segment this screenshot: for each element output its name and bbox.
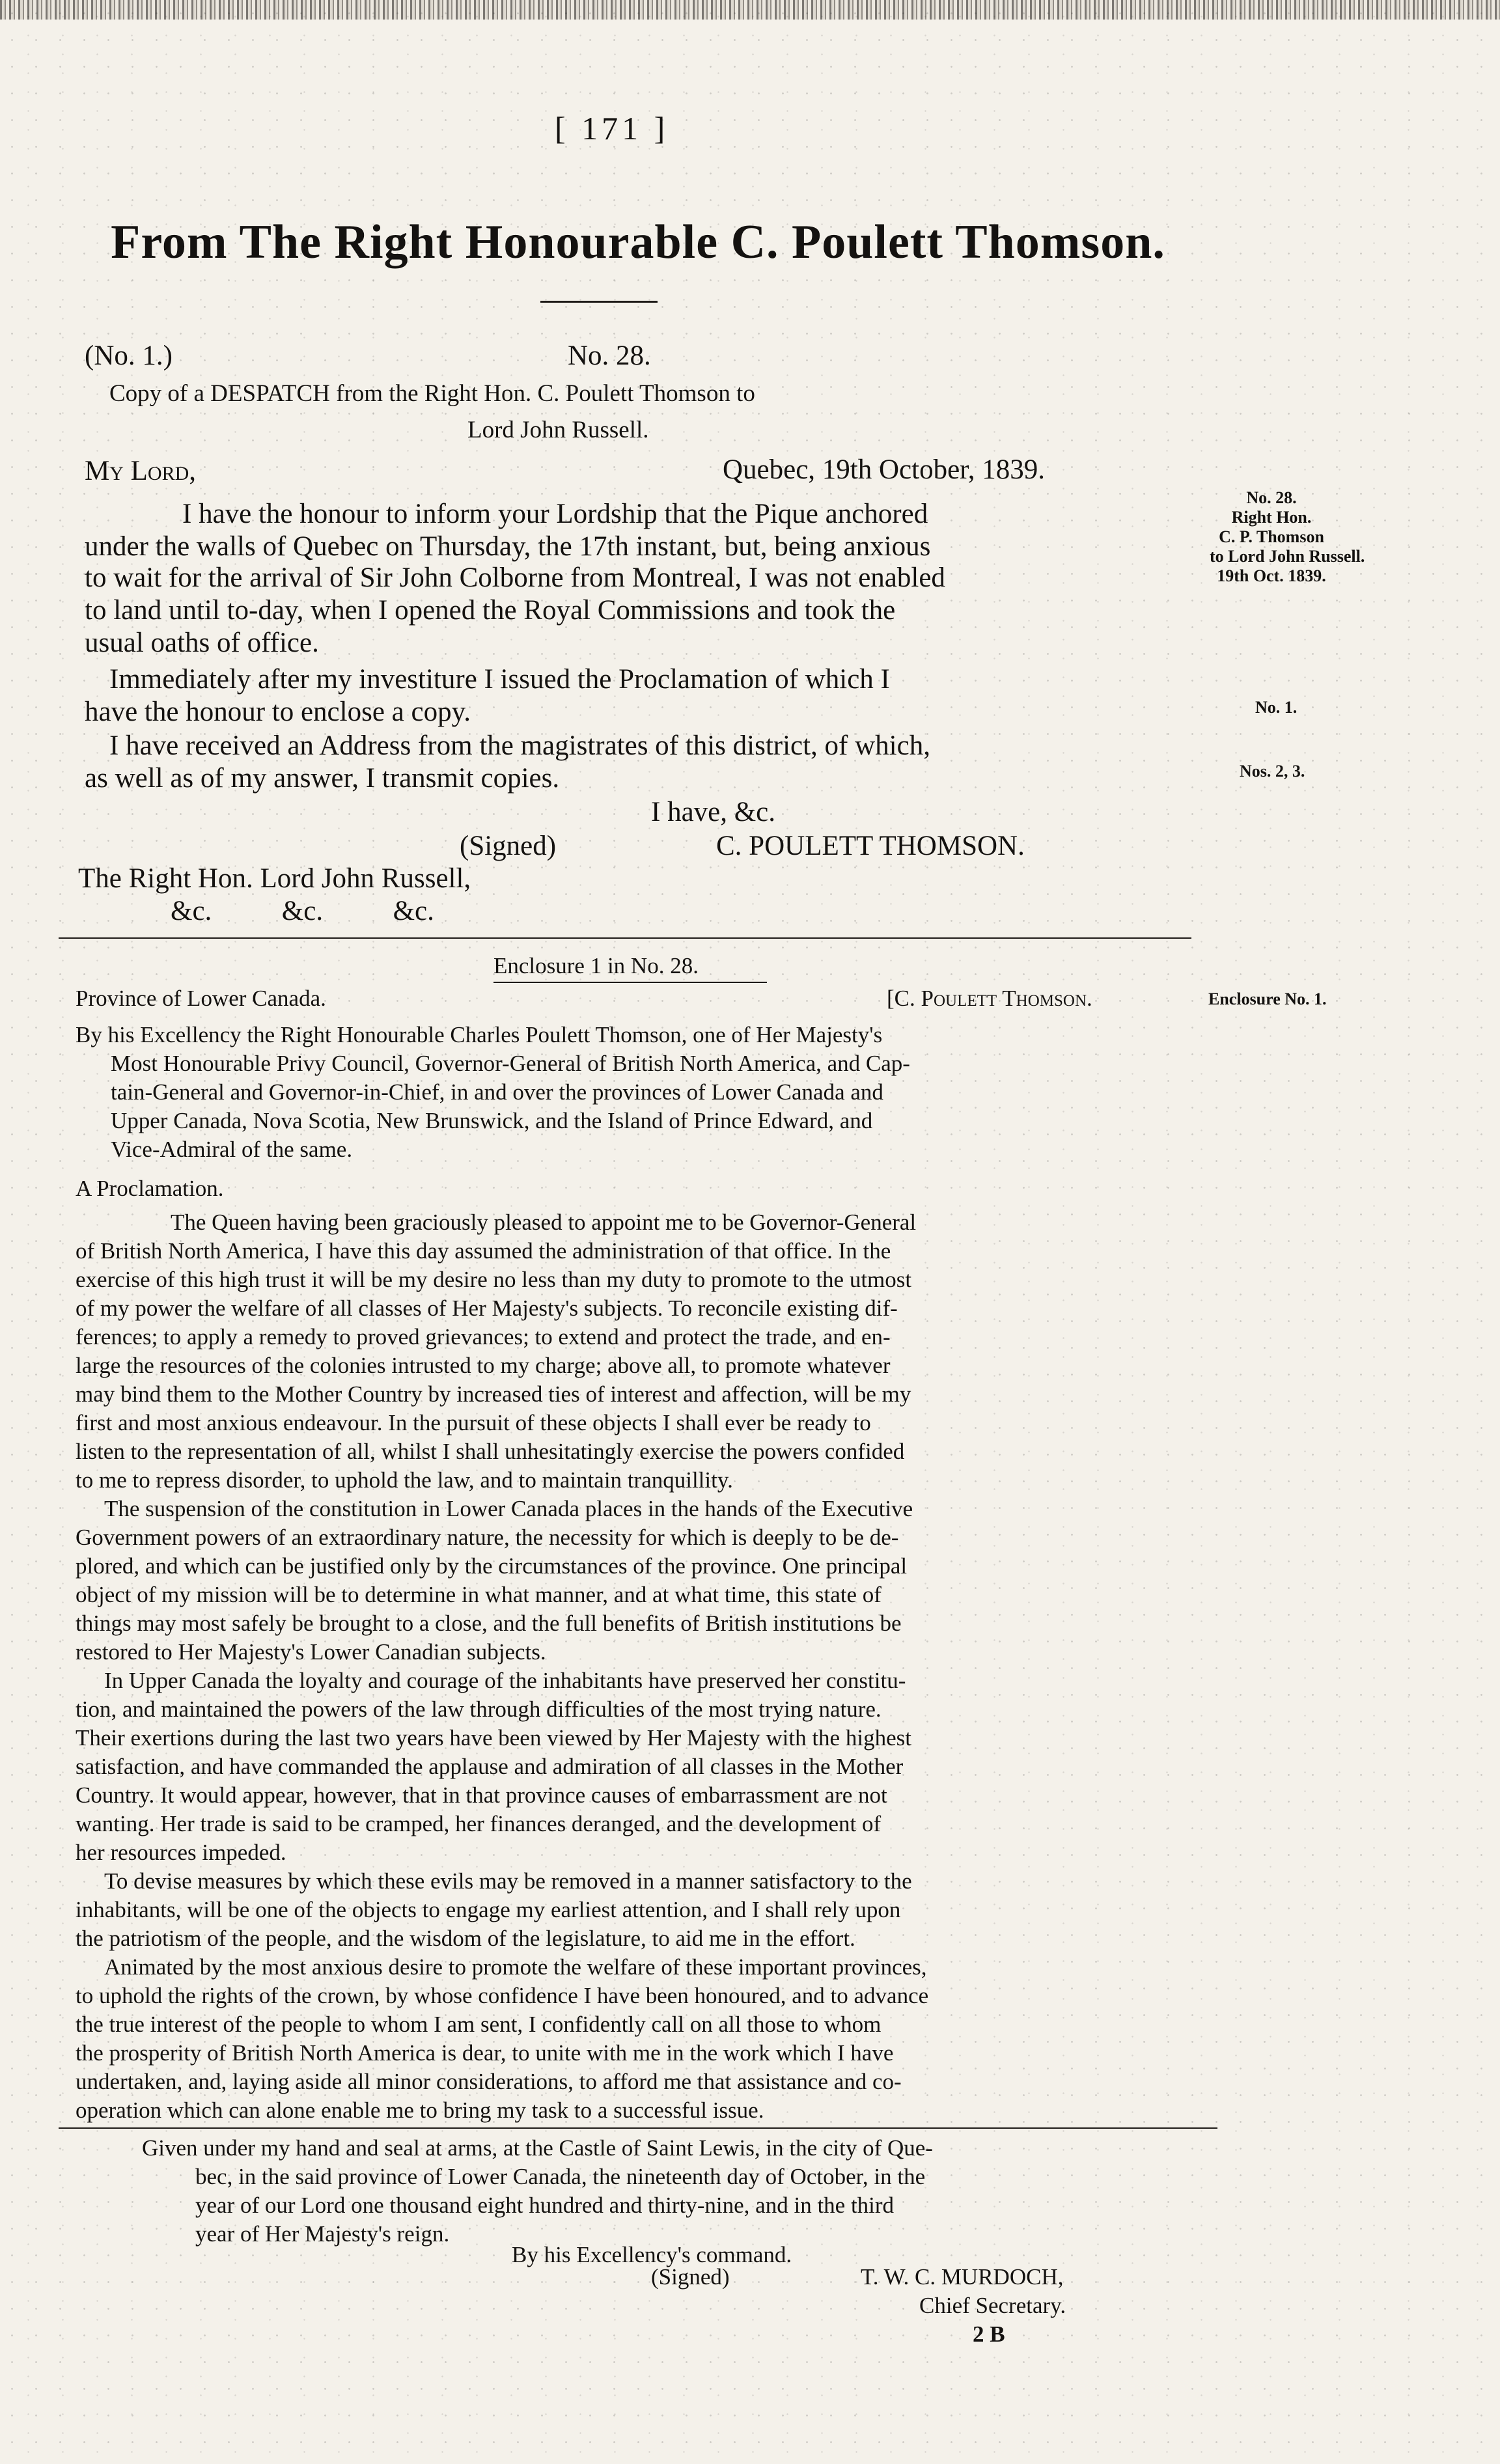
given-line: bec, in the said province of Lower Canada, the nineteenth day of October, in the	[195, 2164, 926, 2189]
proclamation-line: Animated by the most anxious desire to promote the welfare of these important provinces,	[104, 1954, 927, 1980]
margin-note-line: 19th Oct. 1839.	[1217, 566, 1326, 585]
despatch-etc: &c. &c. &c.	[171, 896, 434, 926]
despatch-heading-1: Copy of a DESPATCH from the Right Hon. C. Poulett Thomson to	[109, 380, 755, 407]
proclamation-line: Country. It would appear, however, that in that province causes of embarrassment are not	[76, 1782, 887, 1808]
despatch-body-line: to wait for the arrival of Sir John Colborne from Montreal, I was not enabled	[85, 562, 945, 593]
margin-note-enclosure-nos: Nos. 2, 3.	[1240, 762, 1305, 781]
proclamation-line: wanting. Her trade is said to be cramped, her finances deranged, and the development of	[76, 1811, 882, 1836]
proclamation-line: of British North America, I have this day assumed the administration of that office. In the	[76, 1238, 891, 1264]
proclamation-line: the patriotism of the people, and the wisdom of the legislature, to aid me in the effort.	[76, 1926, 855, 1951]
proclamation-line: to me to repress disorder, to uphold the law, and to maintain tranquillity.	[76, 1467, 733, 1493]
proclamation-line: object of my mission will be to determine in what manner, and at what time, this state of	[76, 1582, 882, 1607]
margin-note-enclosure-no1: No. 1.	[1255, 698, 1298, 717]
proclamation-line: her resources impeded.	[76, 1840, 286, 1865]
excellency-line: Upper Canada, Nova Scotia, New Brunswick, and the Island of Prince Edward, and	[111, 1108, 873, 1133]
despatch-body-line: as well as of my answer, I transmit copies.	[85, 763, 560, 794]
excellency-line: tain-General and Governor-in-Chief, in and over the provinces of Lower Canada and	[111, 1079, 883, 1105]
excellency-line: By his Excellency the Right Honourable Charles Poulett Thomson, one of Her Majesty's	[76, 1022, 883, 1047]
proclamation-line: plored, and which can be justified only by the circumstances of the province. One principal	[76, 1553, 908, 1579]
proclamation-line: the prosperity of British North America is dear, to unite with me in the work which I have	[76, 2040, 894, 2066]
proclamation-line: inhabitants, will be one of the objects to engage my earliest attention, and I shall rely upon	[76, 1897, 901, 1922]
title-rule	[540, 301, 658, 303]
despatch-body-line: I have the honour to inform your Lordship that the Pique anchored	[182, 499, 928, 529]
given-line: Given under my hand and seal at arms, at the Castle of Saint Lewis, in the city of Que-	[142, 2135, 933, 2161]
despatch-number-label: (No. 1.)	[85, 340, 173, 371]
proclamation-line: exercise of this high trust it will be my desire no less than my duty to promote to the utmost	[76, 1267, 912, 1292]
proclamation-line: The suspension of the constitution in Lower Canada places in the hands of the Executive	[104, 1496, 913, 1521]
enclosure-heading: Enclosure 1 in No. 28.	[493, 953, 699, 978]
proclamation-line: In Upper Canada the loyalty and courage of the inhabitants have preserved her constitu-	[104, 1668, 906, 1693]
proclamation-line: operation which can alone enable me to bring my task to a successful issue.	[76, 2097, 764, 2123]
despatch-closing: I have, &c.	[651, 797, 776, 827]
despatch-body-line: Immediately after my investiture I issued the Proclamation of which I	[109, 664, 890, 695]
province-label: Province of Lower Canada.	[76, 986, 326, 1011]
enclosure-heading-rule	[493, 982, 767, 983]
margin-note-enclosure-label: Enclosure No. 1.	[1208, 990, 1327, 1008]
place-date: Quebec, 19th October, 1839.	[723, 454, 1046, 485]
despatch-body-line: I have received an Address from the magistrates of this district, of which,	[109, 730, 930, 761]
despatch-signed-label: (Signed)	[460, 831, 557, 861]
salutation: My Lord,	[85, 456, 197, 486]
margin-note-despatch	[1210, 488, 1365, 585]
proclamation-line: To devise measures by which these evils may be removed in a manner satisfactory to the	[104, 1868, 912, 1894]
given-rule	[59, 2127, 1217, 2129]
by-command: By his Excellency's command.	[512, 2242, 792, 2267]
despatch-body-line: to land until to-day, when I opened the Royal Commissions and took the	[85, 595, 896, 626]
proclamation-line: tion, and maintained the powers of the law through difficulties of the most trying nature.	[76, 1696, 882, 1722]
proclamation-line: the true interest of the people to whom I am sent, I confidently call on all those to whom	[76, 2012, 882, 2037]
given-line: year of our Lord one thousand eight hundred and thirty-nine, and in the third	[195, 2193, 895, 2218]
proclamation-line: of my power the welfare of all classes of Her Majesty's subjects. To reconcile existing dif-	[76, 1295, 898, 1321]
signature-mark: 2 B	[973, 2321, 1005, 2347]
page-number: [ 171 ]	[555, 110, 669, 146]
proclamation-line: may bind them to the Mother Country by increased ties of interest and affection, will be my	[76, 1381, 911, 1407]
despatch-body-line: usual oaths of office.	[85, 628, 319, 658]
secretary-title: Chief Secretary.	[919, 2293, 1066, 2318]
section-rule	[59, 937, 1191, 939]
proclamation-line: Government powers of an extraordinary nature, the necessity for which is deeply to be de-	[76, 1525, 899, 1550]
given-line: year of Her Majesty's reign.	[195, 2221, 450, 2247]
proclamation-line: Their exertions during the last two years have been viewed by Her Majesty with the highest	[76, 1725, 911, 1751]
proclamation-line: listen to the representation of all, whilst I shall unhesitatingly exercise the powers confided	[76, 1439, 905, 1464]
enclosure-signed-label: (Signed)	[651, 2264, 730, 2290]
scan-edge	[0, 0, 1500, 20]
proclamation-line: ferences; to apply a remedy to proved grievances; to extend and protect the trade, and en-	[76, 1324, 891, 1350]
proclamation-label: A Proclamation.	[76, 1176, 224, 1201]
signature-bracket: [C. Poulett Thomson.	[887, 986, 1092, 1011]
page-title: From The Right Honourable C. Poulett Thomson.	[111, 215, 1165, 269]
despatch-addressee: The Right Hon. Lord John Russell,	[78, 863, 471, 894]
despatch-no: No. 28.	[568, 340, 651, 371]
despatch-body-line: under the walls of Quebec on Thursday, the 17th instant, but, being anxious	[85, 531, 931, 562]
proclamation-line: The Queen having been graciously pleased to appoint me to be Governor-General	[171, 1210, 917, 1235]
margin-note-line: to Lord John Russell.	[1210, 546, 1365, 566]
proclamation-line: undertaken, and, laying aside all minor considerations, to afford me that assistance and co-	[76, 2069, 902, 2094]
margin-note-line: Right Hon.	[1231, 507, 1312, 527]
proclamation-line: first and most anxious endeavour. In the pursuit of these objects I shall ever be ready to	[76, 1410, 871, 1435]
excellency-line: Most Honourable Privy Council, Governor-General of British North America, and Cap-	[111, 1051, 910, 1076]
margin-note-line: No. 28.	[1246, 488, 1297, 507]
margin-note-line: C. P. Thomson	[1219, 527, 1324, 546]
despatch-heading-2: Lord John Russell.	[467, 417, 649, 443]
proclamation-line: large the resources of the colonies intrusted to my charge; above all, to promote whatever	[76, 1353, 891, 1378]
secretary-name: T. W. C. MURDOCH,	[861, 2264, 1064, 2290]
excellency-line: Vice-Admiral of the same.	[111, 1137, 353, 1162]
proclamation-line: to uphold the rights of the crown, by whose confidence I have been honoured, and to advance	[76, 1983, 929, 2008]
proclamation-line: restored to Her Majesty's Lower Canadian subjects.	[76, 1639, 546, 1665]
proclamation-line: things may most safely be brought to a close, and the full benefits of British institutions be	[76, 1611, 902, 1636]
despatch-signatory: C. POULETT THOMSON.	[716, 831, 1025, 861]
despatch-body-line: have the honour to enclose a copy.	[85, 697, 471, 727]
proclamation-line: satisfaction, and have commanded the applause and admiration of all classes in the Mother	[76, 1754, 904, 1779]
